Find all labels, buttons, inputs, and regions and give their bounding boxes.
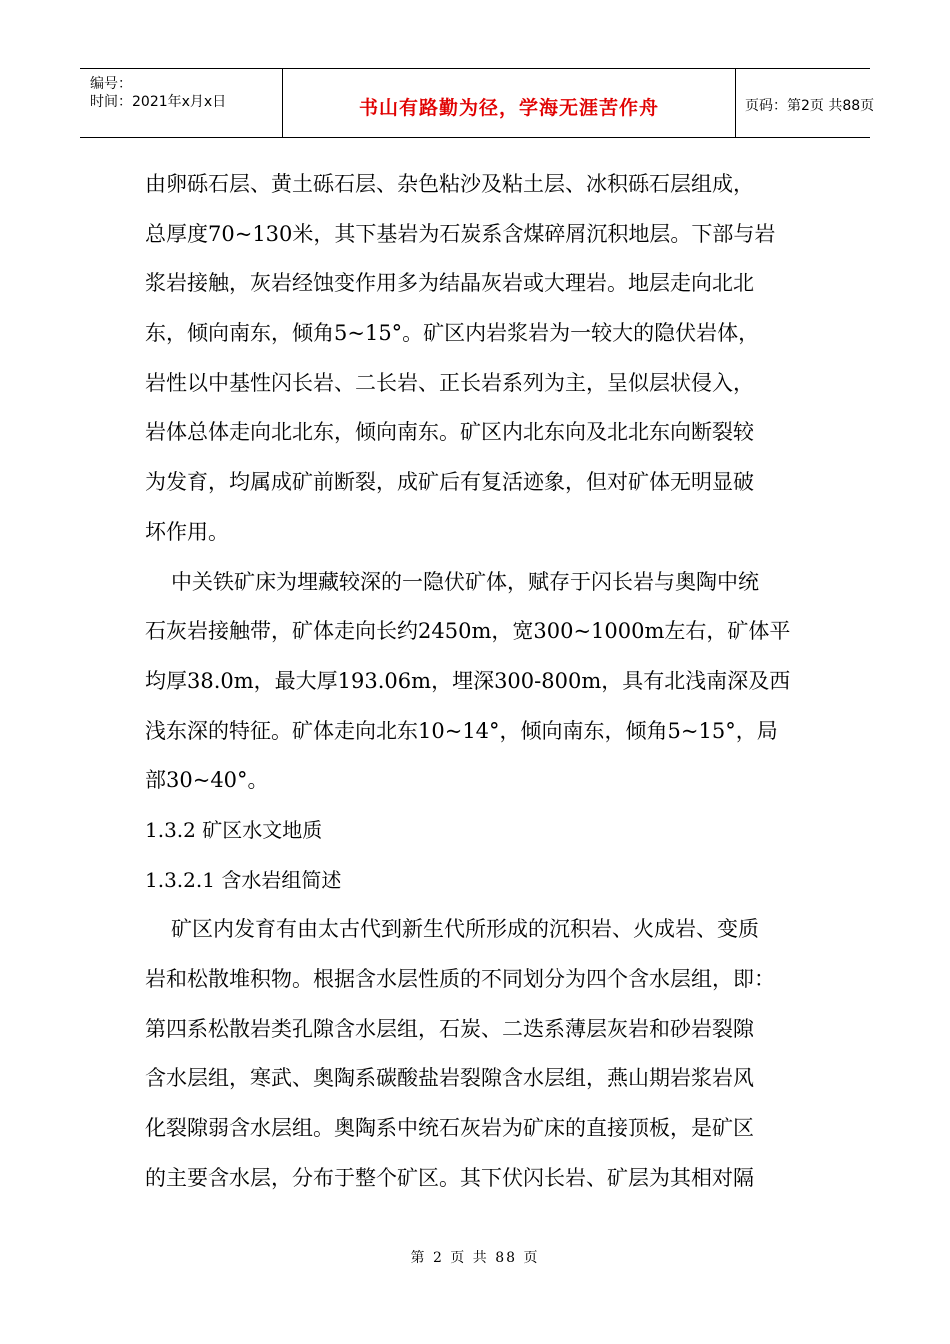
paragraph-line: 浅东深的特征。矿体走向北东10~14°，倾向南东，倾角5~15°，局: [145, 718, 778, 743]
paragraph-line: 部30~40°。: [145, 768, 269, 793]
paragraph-line: 岩性以中基性闪长岩、二长岩、正长岩系列为主，呈似层状侵入，: [145, 370, 754, 395]
page-footer: [0, 1247, 950, 1267]
footer-page-number: 第 2 页 共 88 页: [410, 1250, 540, 1266]
paragraph-line: 第四系松散岩类孔隙含水层组，石炭、二迭系薄层灰岩和砂岩裂隙: [145, 1016, 754, 1041]
paragraph-line: 均厚38.0m，最大厚193.06m，埋深300-800m，具有北浅南深及西: [145, 668, 791, 693]
header-motto: 书山有路勤为径，学海无涯苦作舟: [358, 97, 659, 119]
subsection-heading: 1.3.2.1 含水岩组简述: [145, 867, 342, 892]
page-header: [80, 68, 875, 138]
header-right-cell: [735, 69, 875, 137]
document-body: [145, 160, 830, 1203]
paragraph-line: 坏作用。: [145, 519, 229, 544]
paragraph-line: 岩和松散堆积物。根据含水层性质的不同划分为四个含水层组，即：: [145, 967, 775, 991]
paragraph-line: 的主要含水层，分布于整个矿区。其下伏闪长岩、矿层为其相对隔: [145, 1165, 754, 1190]
paragraph-line: 岩体总体走向北北东，倾向南东。矿区内北东向及北北东向断裂较: [145, 420, 754, 445]
paragraph-line: 由卵砾石层、黄土砾石层、杂色粘沙及粘土层、冰积砾石层组成，: [145, 172, 754, 196]
paragraph-line: 浆岩接触，灰岩经蚀变作用多为结晶灰岩或大理岩。地层走向北北: [145, 271, 754, 296]
paragraph-line: 石灰岩接触带，矿体走向长约2450m，宽300~1000m左右，矿体平: [145, 619, 791, 644]
paragraph-line: 东，倾向南东，倾角5~15°。矿区内岩浆岩为一较大的隐伏岩体，: [145, 321, 760, 346]
paragraph-line: 矿区内发育有由太古代到新生代所形成的沉积岩、火成岩、变质: [171, 917, 759, 942]
header-left-cell: [80, 69, 282, 137]
paragraph-line: 为发育，均属成矿前断裂，成矿后有复活迹象，但对矿体无明显破: [145, 470, 754, 495]
section-heading: 1.3.2 矿区水文地质: [145, 817, 323, 842]
document-number-label: 编号：: [90, 76, 132, 92]
paragraph-line: 总厚度70~130米，其下基岩为石炭系含煤碎屑沉积地层。下部与岩: [145, 221, 776, 246]
paragraph-line: 化裂隙弱含水层组。奥陶系中统石灰岩为矿床的直接顶板，是矿区: [145, 1116, 754, 1141]
paragraph-line: 含水层组，寒武、奥陶系碳酸盐岩裂隙含水层组，燕山期岩浆岩风: [145, 1066, 754, 1091]
document-time-label: 时间：2021年x月x日: [90, 94, 227, 110]
header-middle-cell: [282, 69, 736, 137]
paragraph-line: 中关铁矿床为埋藏较深的一隐伏矿体，赋存于闪长岩与奥陶中统: [171, 569, 759, 594]
header-page-info: 页码：第2页 共88页: [745, 98, 875, 114]
